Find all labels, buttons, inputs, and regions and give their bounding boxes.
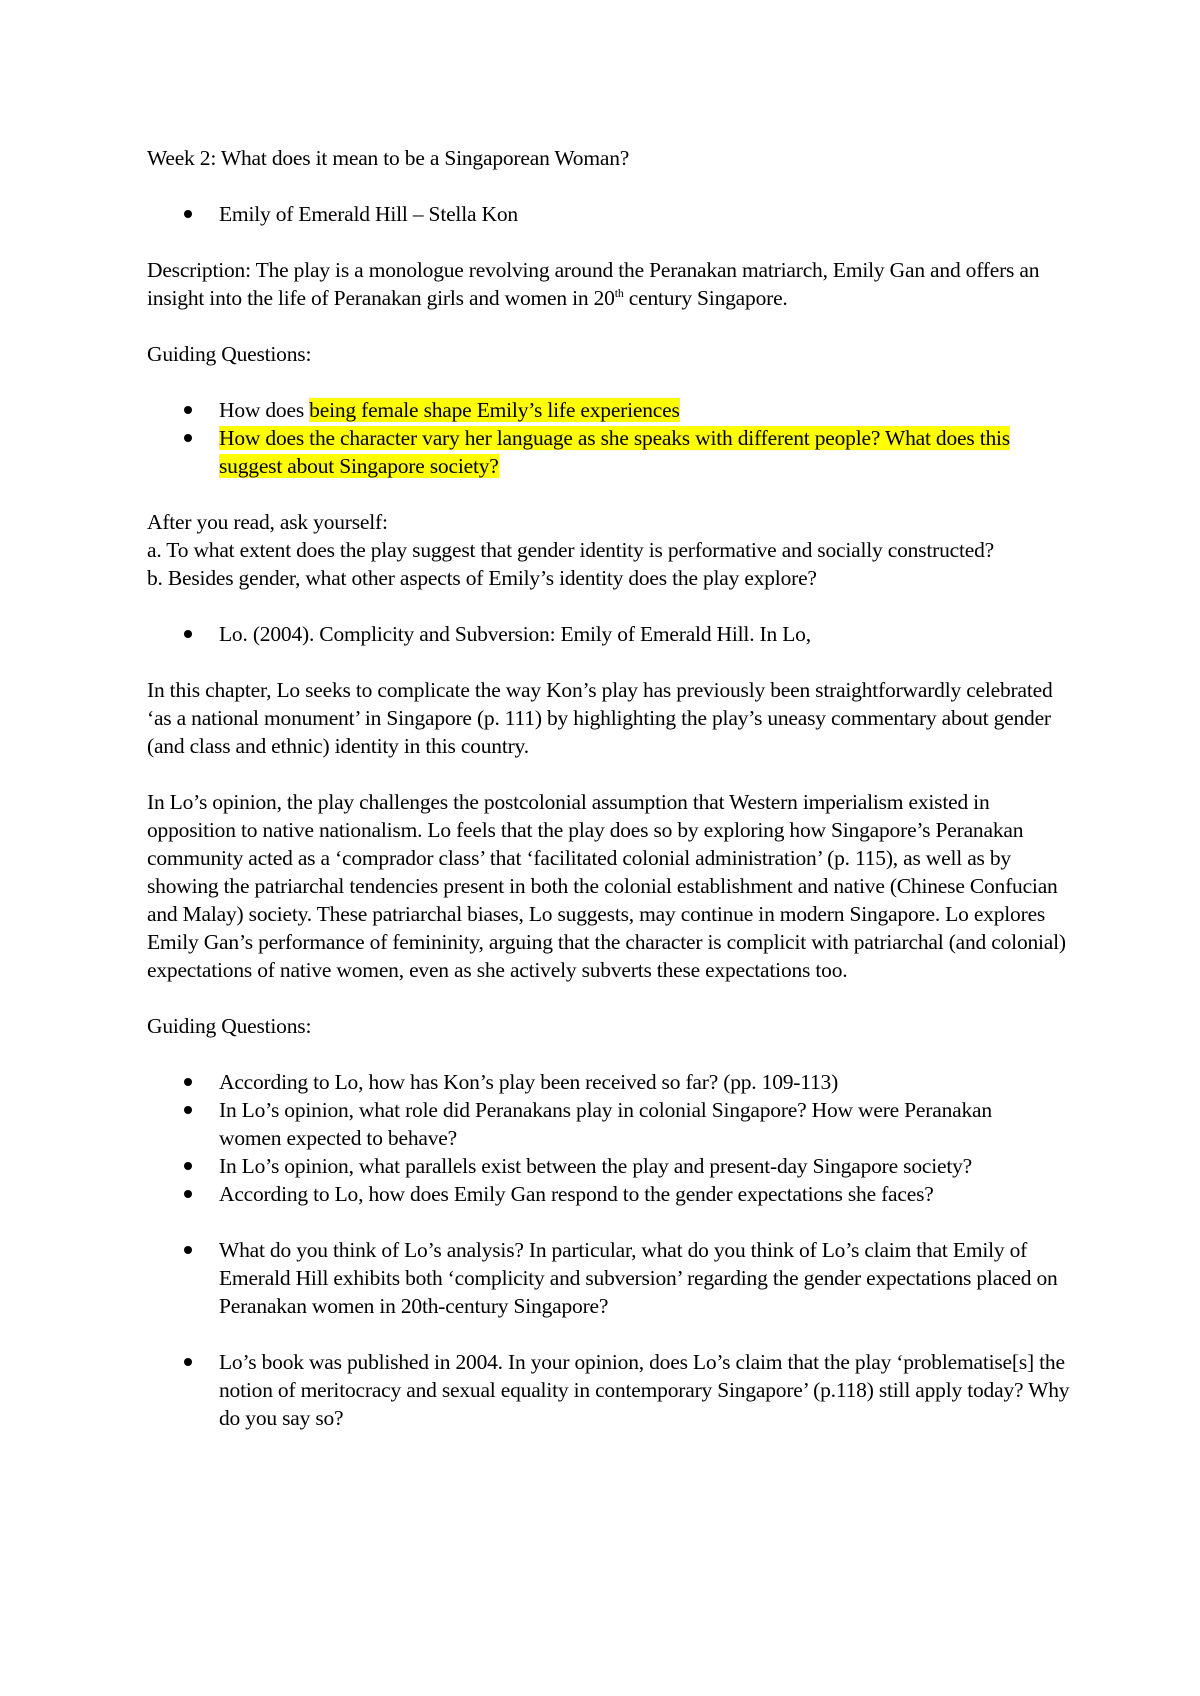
question-line: In Lo’s opinion, what role did Peranakans play in colonial Singapore? How were Peranakan [219,1098,992,1122]
week-title: Week 2: What does it mean to be a Singaporean Woman? [147,146,630,170]
text1-guiding-questions [147,396,1072,480]
description-text-end: century Singapore. [623,286,788,310]
highlighted-text: does the character vary her language as she speaks with different people? What does this suggest about Singapore society? [219,426,1010,478]
ordinal-suffix: th [614,285,624,300]
text2-reference: Lo. (2004). Complicity and Subversion: Emily of Emerald Hill. In Lo, [147,620,1072,648]
text2-paragraph-1: In this chapter, Lo seeks to complicate the way Kon’s play has previously been straightforwardly celebrated ‘as a national monument’ in Singapore (p. 111) by highlighting the play’s uneasy commentary about gender (and class and ethnic) identity in this country. [147,678,1053,758]
after-reading-question-a: a. To what extent does the play suggest that gender identity is performative and socially constructed? [147,538,995,562]
text1-description [147,256,1072,312]
text2-guiding-questions [147,1068,1072,1432]
description-text: Description: The play is a monologue revolving around the Peranakan matriarch, Emily Gan and offers an insight into the life of Peranakan girls and women in 20 [147,258,1040,310]
text2-question-1: According to Lo, how has Kon’s play been received so far? (pp. 109-113) [147,1068,1072,1096]
after-reading-question-b: b. Besides gender, what other aspects of Emily’s identity does the play explore? [147,566,817,590]
text2-question-3: In Lo’s opinion, what parallels exist between the play and present-day Singapore society? [147,1152,1072,1180]
text2-guiding-heading: Guiding Questions: [147,1014,312,1038]
text2-question-6: Lo’s book was published in 2004. In your opinion, does Lo’s claim that the play ‘problematise[s] the notion of meritocracy and sexual equality in contemporary Singapore’ (p.118) still apply today? Why do you say so? [147,1348,1072,1432]
text1-reference-list [147,200,1072,228]
text1-question-1 [147,396,1072,424]
question-text: How [219,426,266,450]
text2-paragraph-2: In Lo’s opinion, the play challenges the postcolonial assumption that Western imperialism existed in opposition to native nationalism. Lo feels that the play does so by exploring how Singapore’s Peranakan community acted as a ‘comprador class’ that ‘facilitated colonial administration’ (p. 115), as well as by showing the patriarchal tendencies present in both the colonial establishment and native (Chinese Confucian and Malay) society. These patriarchal biases, Lo suggests, may continue in modern Singapore. Lo explores Emily Gan’s performance of femininity, arguing that the character is complicit with patriarchal (and colonial) expectations of native women, even as she actively subverts these expectations too. [147,790,1066,982]
text2-question-5: What do you think of Lo’s analysis? In particular, what do you think of Lo’s claim that Emily of Emerald Hill exhibits both ‘complicity and subversion’ regarding the gender expectations placed on Peranakan women in 20th-century Singapore? [147,1236,1072,1320]
text2-question-2 [147,1096,1072,1152]
text1-guiding-heading: Guiding Questions: [147,342,312,366]
text1-question-2 [147,424,1072,480]
text2-reference-list [147,620,1072,648]
highlighted-text: being female shape Emily’s life experiences [309,398,680,422]
question-text: How does [219,398,310,422]
question-line: women expected to behave? [219,1126,457,1150]
document-page [147,144,1072,1460]
text2-question-4: According to Lo, how does Emily Gan respond to the gender expectations she faces? [147,1180,1072,1208]
text1-reference: Emily of Emerald Hill – Stella Kon [147,200,1072,228]
after-reading-heading: After you read, ask yourself: [147,510,388,534]
